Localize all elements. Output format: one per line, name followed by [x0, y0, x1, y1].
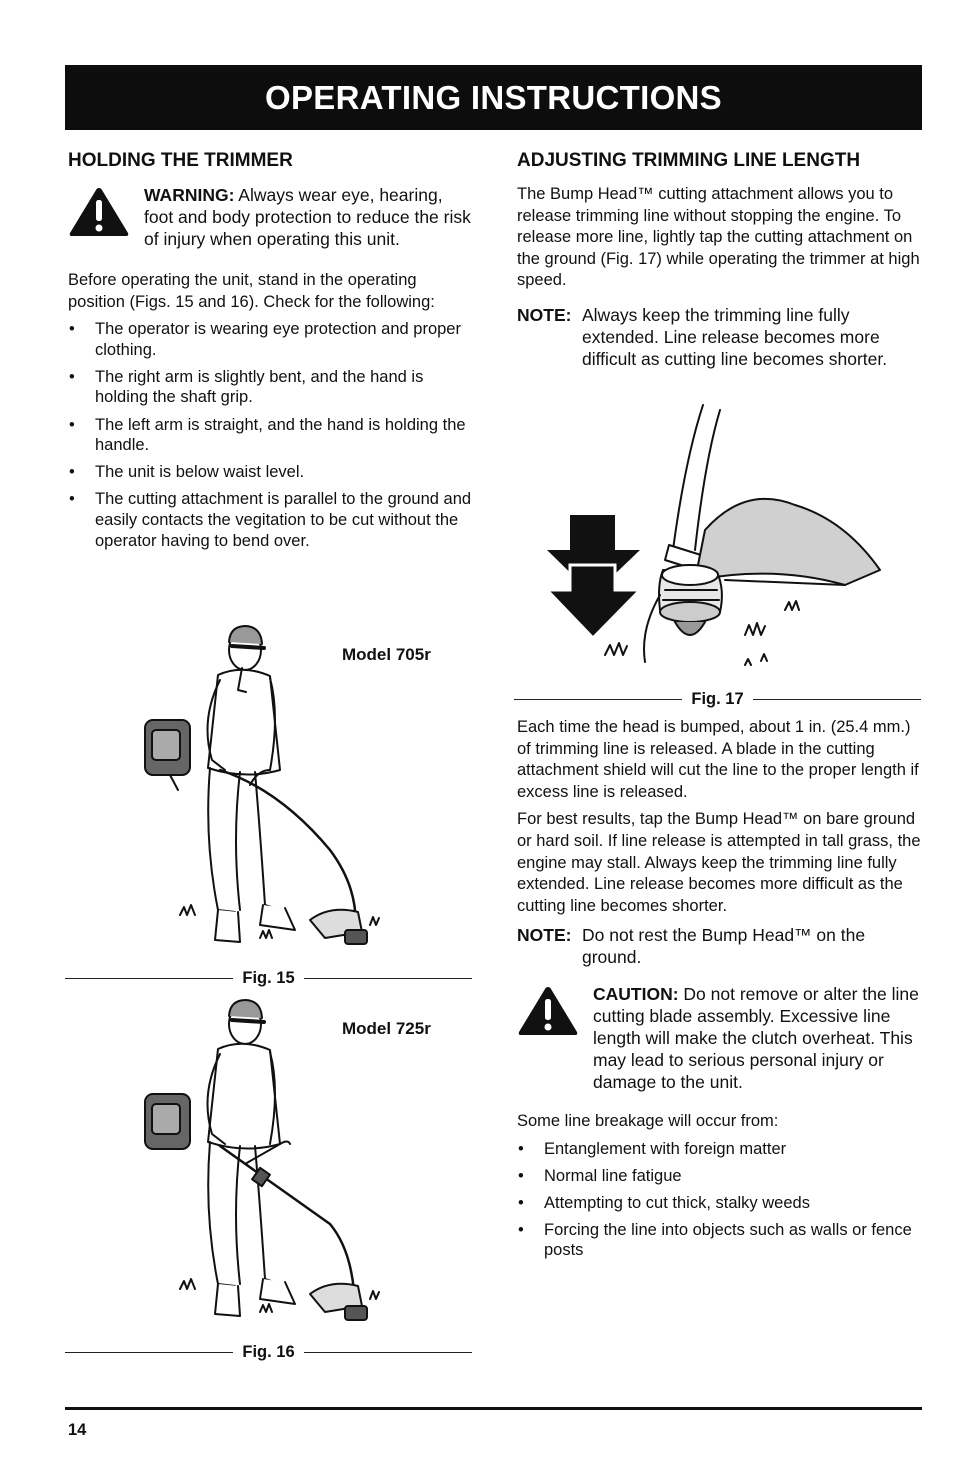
list-item: • Forcing the line into objects such as walls or fence posts: [518, 1220, 912, 1260]
section-heading-holding: HOLDING THE TRIMMER: [68, 150, 293, 171]
fig16-label: Fig. 16: [242, 1342, 295, 1361]
caution-body: Do not remove or alter the line cutting blade assembly. Excessive line length will make the clutch overheat. This may lead to serious personal injury or damage to the unit.: [593, 983, 919, 1092]
warning-block: [68, 184, 473, 250]
warning-triangle-icon: [68, 186, 130, 238]
bump-head-illustration: [545, 400, 890, 670]
right-column: [517, 150, 921, 370]
list-item: • The cutting attachment is parallel to the ground and easily contacts the vegitation to be cut without the operator having to bend over.: [69, 490, 472, 550]
list-item: • The unit is below waist level.: [69, 463, 305, 482]
caution-label: CAUTION:: [593, 983, 679, 1004]
holding-intro: Before operating the unit, stand in the operating position (Figs. 15 and 16). Check for the following:: [68, 271, 435, 311]
note-text: Do not rest the Bump Head™ on the ground.: [582, 925, 866, 968]
operator-trimmer-illustration-725r: [130, 994, 400, 1334]
list-item: • The left arm is straight, and the hand is holding the handle.: [69, 415, 466, 455]
fig17-caption: [514, 689, 921, 709]
note-label: NOTE:: [517, 304, 572, 325]
page-number: 14: [68, 1421, 87, 1439]
warning-text: [144, 184, 473, 250]
bump-release-paragraph: Each time the head is bumped, about 1 in. (25.4 mm.) of trimming line is released. A blade in the cutting attachment shield will cut the line to the proper length if excess line is released.: [517, 718, 919, 801]
caution-block: [517, 983, 921, 1093]
holding-checklist: [68, 319, 473, 551]
fig16-caption: [65, 1342, 472, 1362]
page-banner: [65, 65, 922, 130]
list-item: • Attempting to cut thick, stalky weeds: [518, 1193, 810, 1212]
breakage-list: [517, 1139, 921, 1261]
warning-label: WARNING:: [144, 185, 235, 205]
model-725r-label: Model 725r: [342, 1019, 431, 1038]
caution-text: [593, 983, 921, 1093]
list-item: • Entanglement with foreign matter: [518, 1139, 787, 1158]
list-item: • The operator is wearing eye protection and proper clothing.: [69, 320, 461, 359]
best-results-paragraph: For best results, tap the Bump Head™ on bare ground or hard soil. If line release is attempted in tall grass, the engine may stall. Always keep the trimming line fully extended. Line release becomes more difficult as the cutting line becomes shorter.: [517, 810, 921, 915]
caution-triangle-icon: [517, 985, 579, 1037]
note-block-2: [517, 925, 921, 969]
fig17-label: Fig. 17: [691, 689, 744, 708]
breakage-intro: Some line breakage will occur from:: [517, 1111, 779, 1130]
list-item: • The right arm is slightly bent, and the hand is holding the shaft grip.: [69, 367, 424, 407]
model-705r-label: Model 705r: [342, 645, 431, 664]
operator-trimmer-illustration-705r: [130, 620, 400, 955]
note-label: NOTE:: [517, 925, 572, 946]
list-item: • Normal line fatigue: [518, 1166, 682, 1185]
warning-body: Always wear eye, hearing, foot and body protection to reduce the risk of injury when operating this unit.: [144, 185, 471, 249]
section-heading-adjusting: ADJUSTING TRIMMING LINE LENGTH: [517, 150, 861, 171]
fig15-label: Fig. 15: [242, 968, 295, 987]
footer-divider: [65, 1407, 922, 1410]
adjusting-intro: The Bump Head™ cutting attachment allows you to release trimming line without stopping the engine. To release more line, lightly tap the cutting attachment on the ground (Fig. 17) while operating the trimmer at high speed.: [517, 185, 920, 290]
note-block-1: [517, 305, 921, 370]
fig15-caption: [65, 968, 472, 988]
note-text: Always keep the trimming line fully extended. Line release becomes more difficult as cutting line becomes shorter.: [582, 304, 888, 369]
left-column: [68, 150, 473, 558]
banner-title: OPERATING INSTRUCTIONS: [265, 78, 722, 116]
right-column-lower: [517, 717, 921, 1268]
